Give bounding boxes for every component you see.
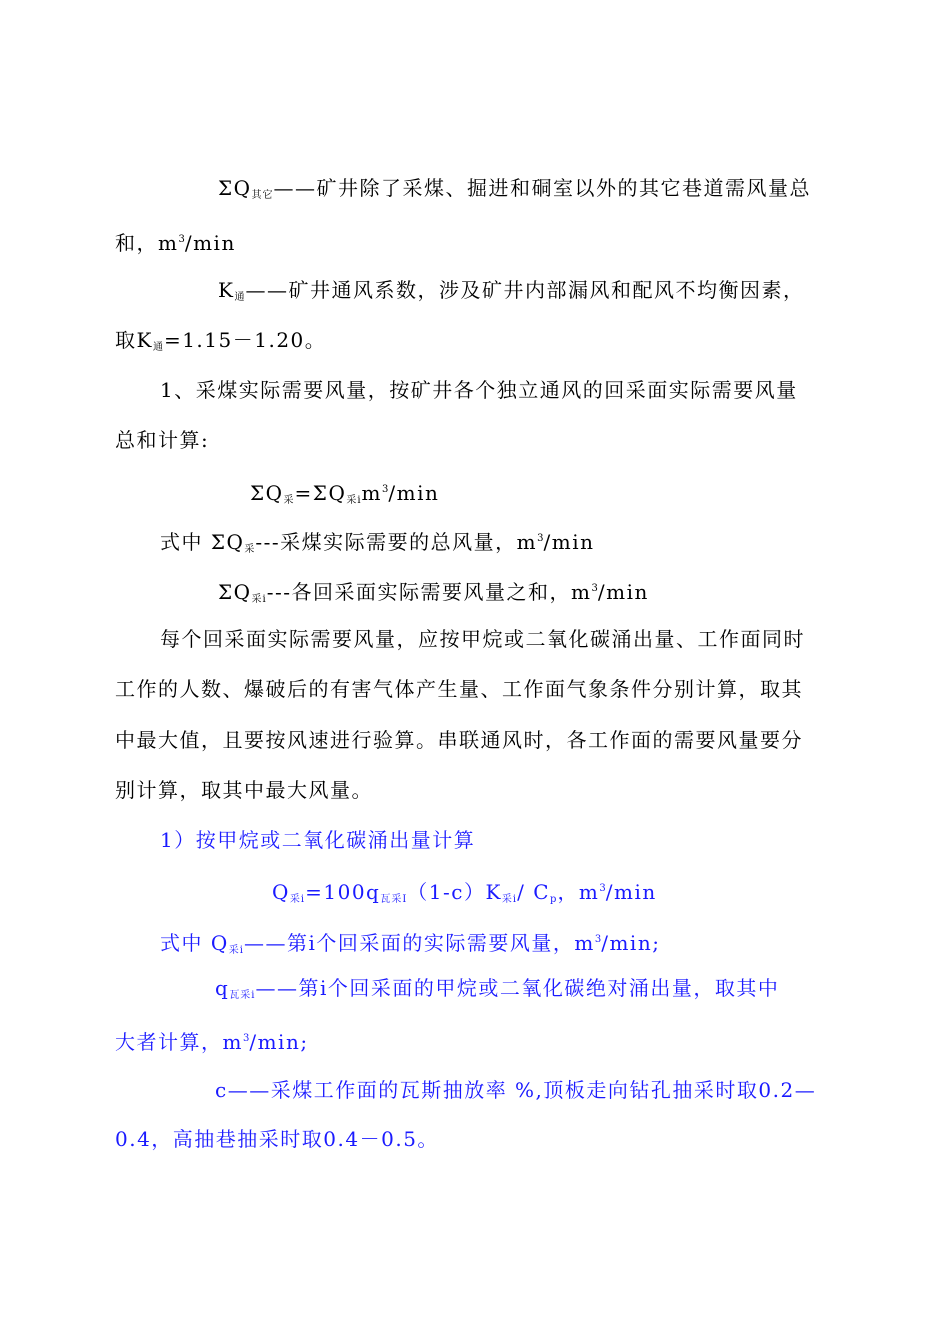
paragraph-line: 每个回采面实际需要风量，应按甲烷或二氧化碳涌出量、工作面同时 bbox=[160, 627, 805, 651]
where-clause-continuation bbox=[115, 1027, 309, 1054]
text: ---各回采面实际需要风量之和，m bbox=[266, 580, 592, 604]
definition-text: ——矿井通风系数，涉及矿井内部漏风和配风不均衡因素， bbox=[245, 278, 805, 302]
symbol-sum-q: ΣQ bbox=[218, 176, 252, 200]
text: =ΣQ bbox=[294, 481, 347, 505]
subscript: 通 bbox=[152, 342, 164, 353]
text: /min; bbox=[601, 931, 661, 955]
text: 式中 Q bbox=[160, 931, 229, 955]
text: ，m bbox=[557, 880, 600, 904]
where-clause-item bbox=[215, 976, 779, 1008]
subscript: 采i bbox=[251, 594, 267, 605]
section-heading: 1）按甲烷或二氧化碳涌出量计算 bbox=[160, 828, 476, 852]
where-clause-continuation: 0.4，高抽巷抽采时取0.4－0.5。 bbox=[115, 1127, 439, 1151]
definition-k-tong bbox=[218, 278, 804, 310]
subscript: 采i bbox=[289, 894, 306, 905]
subscript: p bbox=[550, 894, 558, 905]
text: /min; bbox=[249, 1030, 309, 1054]
subscript: 采 bbox=[244, 544, 256, 555]
text: =1.15－1.20。 bbox=[163, 328, 327, 352]
paragraph-line: 总和计算: bbox=[115, 428, 210, 452]
superscript: 3 bbox=[537, 533, 544, 544]
symbol-k: K bbox=[218, 278, 235, 302]
superscript: 3 bbox=[591, 583, 598, 594]
where-clause-item: c——采煤工作面的瓦斯抽放率 %,顶板走向钻孔抽采时取0.2— bbox=[215, 1078, 817, 1102]
paragraph-line: 工作的人数、爆破后的有害气体产生量、工作面气象条件分别计算，取其 bbox=[115, 677, 803, 701]
text: ΣQ bbox=[218, 580, 252, 604]
text: /min bbox=[605, 880, 657, 904]
subscript: 采i bbox=[501, 894, 518, 905]
text: （1-c）K bbox=[407, 880, 502, 904]
text: 式中 ΣQ bbox=[160, 530, 245, 554]
text: / C bbox=[517, 880, 551, 904]
text: 和，m bbox=[115, 231, 179, 255]
where-clause bbox=[160, 928, 660, 963]
definition-text: ——矿井除了采煤、掘进和硐室以外的其它巷道需风量总 bbox=[273, 176, 812, 200]
subscript: 其它 bbox=[251, 190, 274, 201]
text: ——第i个回采面的甲烷或二氧化碳绝对涌出量，取其中 bbox=[255, 976, 780, 1000]
text: ——第i个回采面的实际需要风量，m bbox=[243, 931, 595, 955]
formula-sum-q-cai bbox=[250, 478, 439, 513]
definition-sum-q-other bbox=[218, 176, 811, 208]
text: =100q bbox=[305, 880, 381, 904]
text: ---采煤实际需要的总风量，m bbox=[255, 530, 538, 554]
superscript: 3 bbox=[599, 883, 606, 894]
subscript: 采i bbox=[346, 495, 362, 506]
subscript: 采i bbox=[228, 945, 244, 956]
where-clause bbox=[160, 527, 595, 562]
text: /min bbox=[543, 530, 595, 554]
superscript: 3 bbox=[594, 934, 602, 945]
text: m bbox=[361, 481, 383, 505]
where-clause-item bbox=[218, 577, 649, 612]
text: 大者计算，m bbox=[115, 1030, 243, 1054]
subscript: 采 bbox=[283, 495, 295, 506]
definition-continuation bbox=[115, 228, 236, 255]
definition-continuation bbox=[115, 328, 326, 360]
paragraph-line: 别计算，取其中最大风量。 bbox=[115, 778, 373, 802]
text: 取K bbox=[115, 328, 153, 352]
text: /min bbox=[184, 231, 236, 255]
superscript: 3 bbox=[382, 484, 389, 495]
formula-q-cai-i bbox=[272, 877, 657, 912]
subscript: 瓦采I bbox=[380, 894, 408, 905]
superscript: 3 bbox=[242, 1033, 250, 1044]
text: Q bbox=[272, 880, 290, 904]
subscript: 通 bbox=[234, 292, 246, 303]
subscript: 瓦采i bbox=[229, 990, 256, 1001]
text: ΣQ bbox=[250, 481, 284, 505]
text: /min bbox=[597, 580, 649, 604]
superscript: 3 bbox=[178, 234, 185, 245]
paragraph-line: 1、采煤实际需要风量，按矿井各个独立通风的回采面实际需要风量 bbox=[160, 378, 798, 402]
paragraph-line: 中最大值，且要按风速进行验算。串联通风时，各工作面的需要风量要分 bbox=[115, 728, 803, 752]
text: /min bbox=[388, 481, 440, 505]
text: q bbox=[215, 976, 230, 1000]
